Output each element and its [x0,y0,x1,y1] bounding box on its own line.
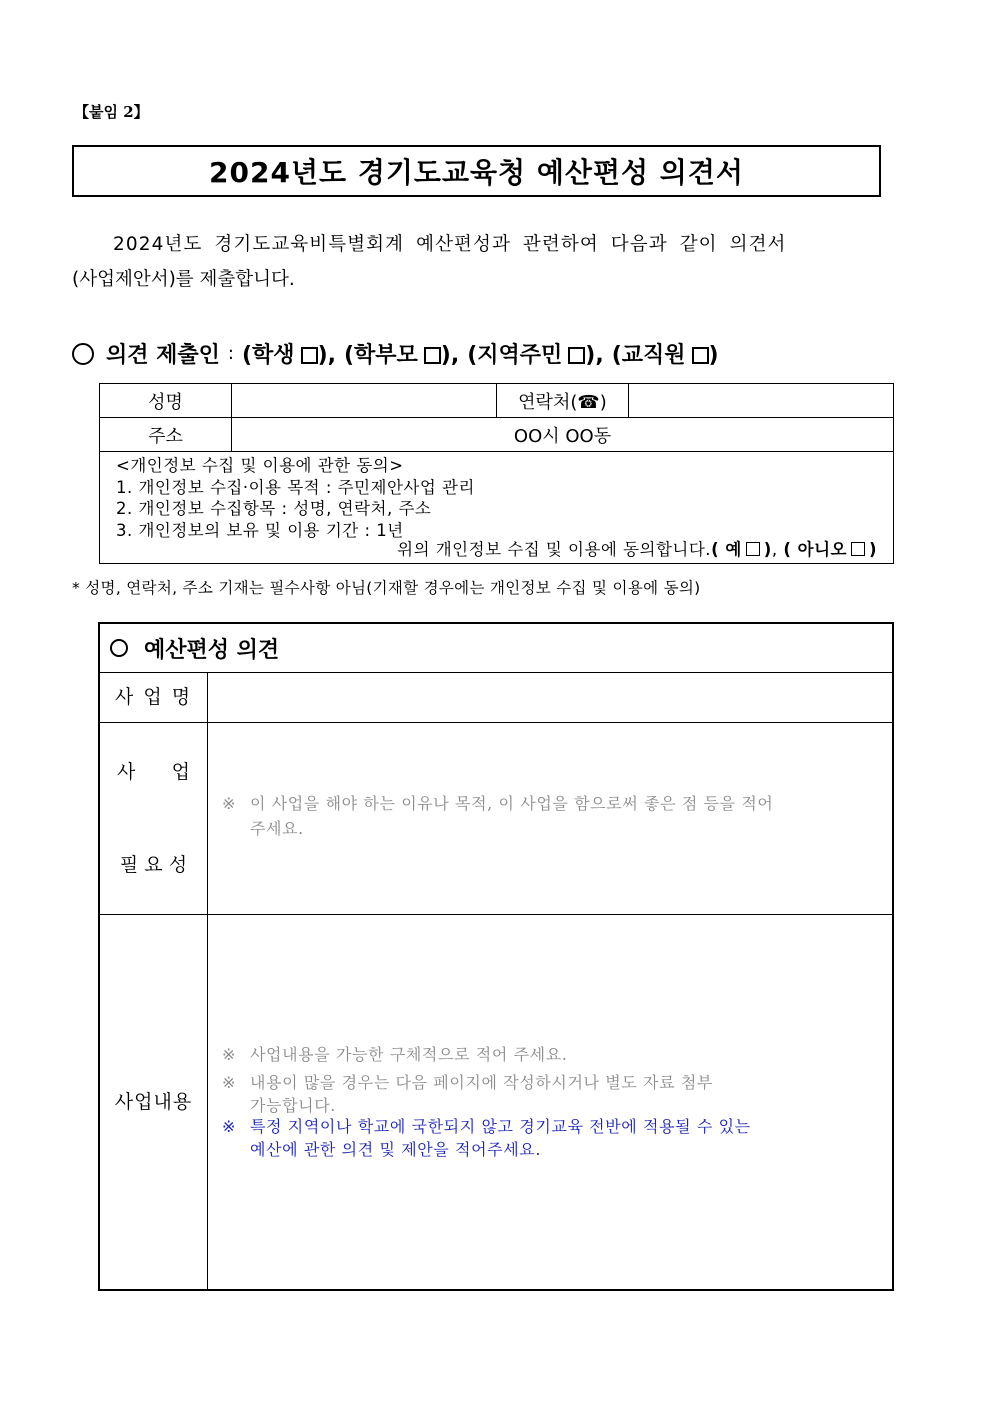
checkbox-icon[interactable] [301,347,318,364]
budget-heading [100,624,892,673]
personal-info-table [99,383,894,564]
submitter-section [72,338,719,369]
project-name-row [100,673,892,723]
submitter-label: 의견 제출인 [106,343,220,368]
intro-line-2: (사업제안서)를 제출합니다. [72,269,295,290]
consent-agree-text: 위의 개인정보 수집 및 이용에 동의합니다. [397,540,712,559]
intro-line-1: 2024년도 경기도교육비특별회계 예산편성과 관련하여 다음과 같이 의견서 [113,234,787,255]
checkbox-icon[interactable] [746,542,760,556]
budget-opinion-table [98,622,894,1291]
contact-field[interactable] [629,384,893,417]
necessity-label-line-2: 필 요 성 [119,853,188,876]
submitter-option-parent[interactable]: (학부모 ), [343,343,460,368]
intro-paragraph [72,227,872,297]
document-title-box [72,145,881,197]
checkbox-icon[interactable] [568,347,585,364]
footnote: * 성명, 연락처, 주소 기재는 필수사항 아님(기재할 경우에는 개인정보 수집 및 이용에 동의) [72,579,701,597]
circle-bullet-icon [110,639,128,657]
necessity-hint: ※ 이 사업을 해야 하는 이유나 목적, 이 사업을 함으로써 좋은 점 등을 적어 주세요. [222,791,774,841]
address-field[interactable]: OO시 OO동 [513,425,612,447]
content-label: 사업내용 [100,915,208,1289]
submitter-colon: : [227,343,234,364]
name-field[interactable] [232,384,497,417]
necessity-field[interactable] [208,723,892,914]
reference-mark-icon: ※ [222,794,237,813]
content-row [100,915,892,1289]
checkbox-icon[interactable] [692,347,709,364]
consent-title: <개인정보 수집 및 이용에 관한 동의> [116,456,404,475]
reference-mark-icon: ※ [222,1045,237,1064]
content-hint-1: ※ 사업내용을 가능한 구체적으로 적어 주세요. [222,1042,567,1067]
project-name-label: 사 업 명 [100,673,208,722]
consent-no-option[interactable]: ( 아니오 ) [783,540,877,559]
attachment-label: 【붙임 2】 [74,103,149,121]
consent-yes-option[interactable]: ( 예 ) [711,540,772,559]
contact-label: 연락처(☎) [497,384,629,417]
info-row-name [100,384,893,418]
necessity-label [100,723,208,914]
submitter-option-student[interactable]: (학생 ), [242,343,336,368]
reference-mark-icon: ※ [222,1073,237,1092]
content-field[interactable] [208,915,892,1289]
necessity-row [100,723,892,915]
submitter-option-resident[interactable]: (지역주민 ), [467,343,604,368]
consent-section [100,452,893,563]
consent-agree-line: 위의 개인정보 수집 및 이용에 동의합니다.( 예 ), ( 아니오 ) [397,540,877,559]
necessity-label-line-1: 사 업 [117,760,190,783]
submitter-option-staff[interactable]: (교직원 ) [611,343,719,368]
consent-item-3: 3. 개인정보의 보유 및 이용 기간 : 1년 [116,520,404,540]
circle-bullet-icon [72,343,94,365]
content-hint-2: ※ 내용이 많을 경우는 다음 페이지에 작성하시거나 별도 자료 첨부 가능합니다. [222,1073,713,1115]
consent-item-1: 1. 개인정보 수집·이용 목적 : 주민제안사업 관리 [116,477,475,497]
consent-item-2: 2. 개인정보 수집항목 : 성명, 연락처, 주소 [116,499,432,518]
project-name-field[interactable] [208,673,892,722]
info-row-address [100,418,893,452]
budget-heading-text: 예산편성 의견 [144,637,280,663]
checkbox-icon[interactable] [851,542,865,556]
address-label: 주소 [100,418,232,451]
document-title: 2024년도 경기도교육청 예산편성 의견서 [209,156,744,189]
content-hint-3: ※ 특정 지역이나 학교에 국한되지 않고 경기교육 전반에 적용될 수 있는 예산에 관한 의견 및 제안을 적어주세요. [222,1117,751,1159]
name-label: 성명 [100,384,232,417]
checkbox-icon[interactable] [424,347,441,364]
reference-mark-icon: ※ [222,1117,237,1136]
